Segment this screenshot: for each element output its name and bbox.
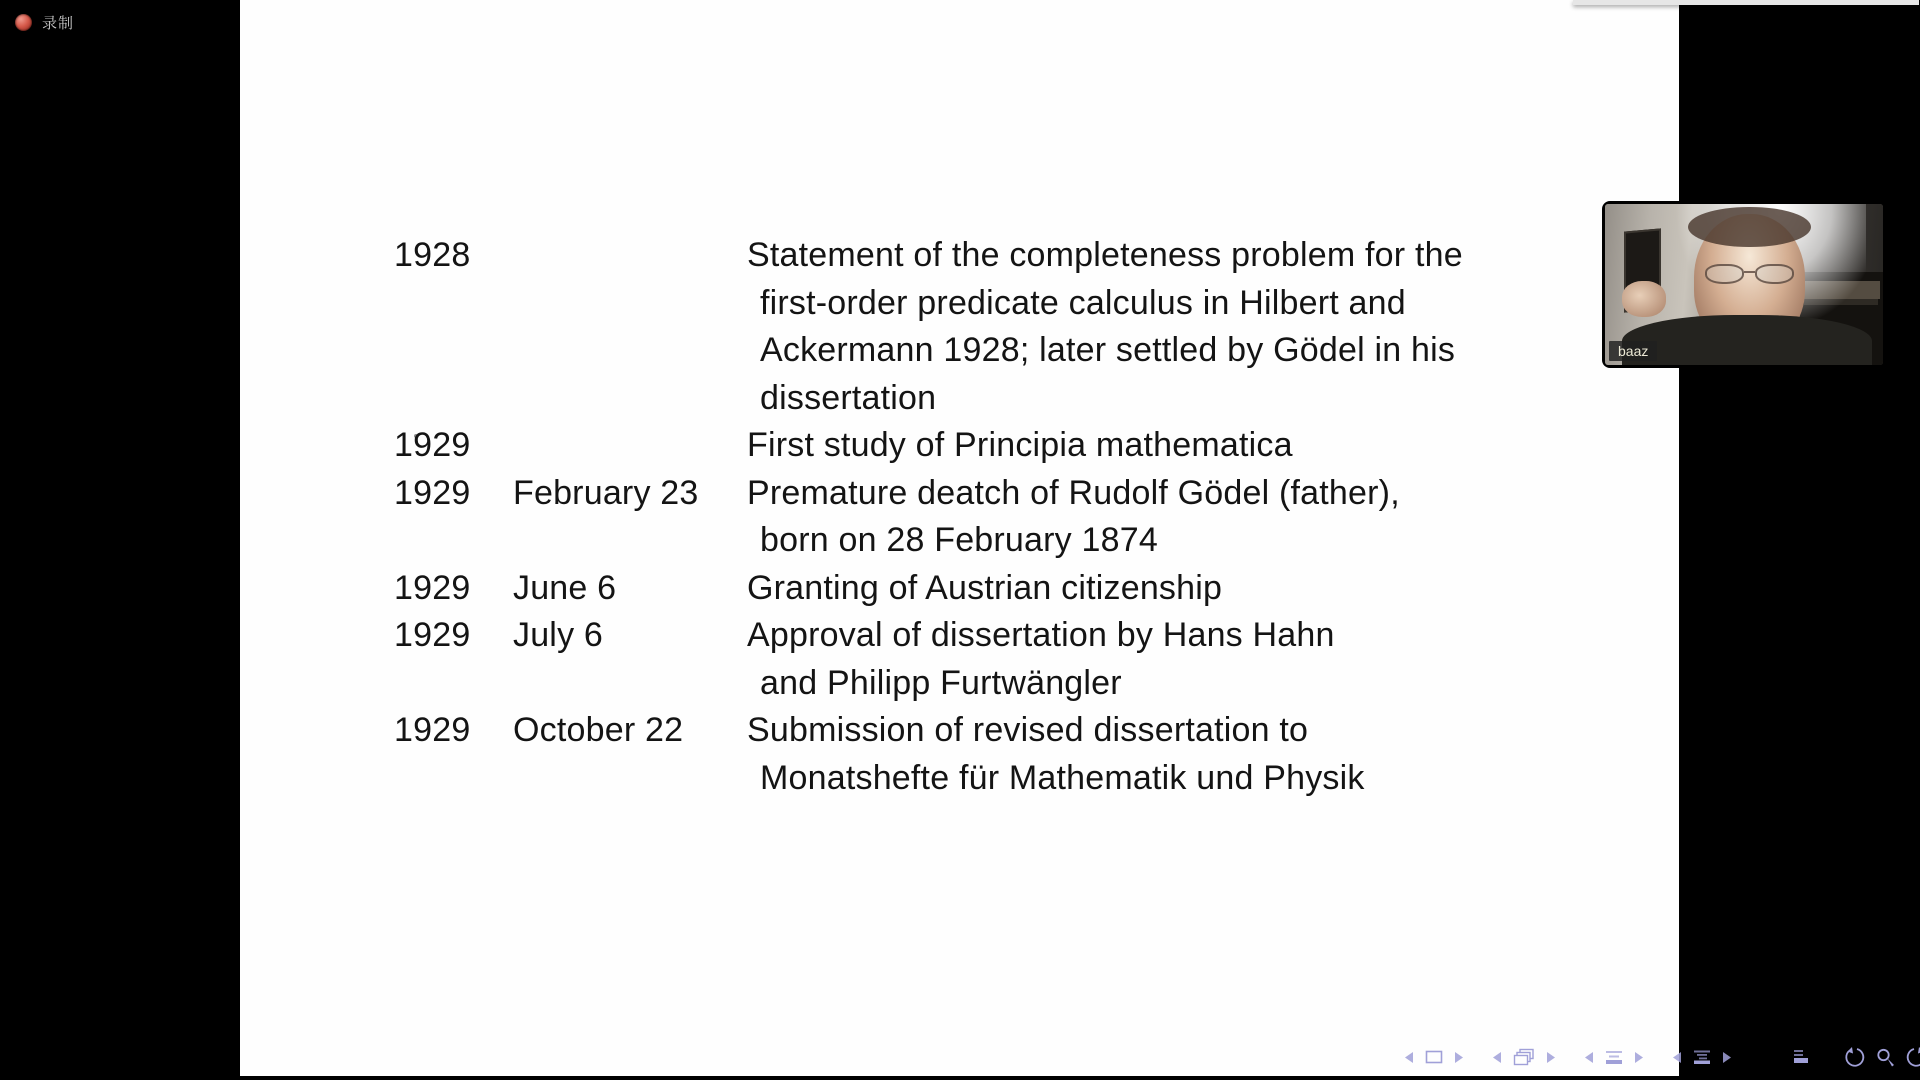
next-slide-arrow-icon[interactable]	[1546, 1051, 1557, 1064]
description-line: dissertation	[760, 378, 937, 417]
next-section-arrow-icon[interactable]	[1634, 1051, 1645, 1064]
date-cell	[513, 422, 747, 470]
slides-stack-icon[interactable]	[1513, 1048, 1535, 1066]
slide-nav-group	[1491, 1048, 1557, 1066]
section-list-icon[interactable]	[1605, 1050, 1623, 1065]
background-window-edge	[1573, 0, 1919, 5]
description-line: Approval of dissertation by Hans Hahn	[747, 616, 1335, 654]
frame-box-icon[interactable]	[1425, 1050, 1443, 1064]
undo-arrow-icon[interactable]	[1843, 1046, 1867, 1068]
description-line: Granting of Austrian citizenship	[747, 568, 1223, 607]
search-magnifier-icon[interactable]	[1875, 1047, 1896, 1068]
description-line: Statement of the completeness problem for the	[747, 236, 1463, 274]
date-cell: June 6	[513, 568, 617, 607]
speaker-hand	[1622, 281, 1666, 316]
description-line: Submission of revised dissertation to	[747, 711, 1309, 749]
prev-section-arrow-icon[interactable]	[1583, 1051, 1594, 1064]
redo-arrow-icon[interactable]	[1904, 1046, 1920, 1068]
glasses-lens-left	[1705, 264, 1744, 285]
description-cell	[747, 565, 1463, 613]
next-subsection-arrow-icon[interactable]	[1722, 1051, 1733, 1064]
date-cell: July 6	[513, 616, 604, 654]
recording-label: 录制	[42, 15, 75, 32]
description-cell	[747, 422, 1463, 470]
subsection-nav-group	[1671, 1050, 1733, 1065]
glasses-bridge	[1744, 271, 1755, 273]
section-nav-group	[1583, 1050, 1645, 1065]
year-cell: 1929	[394, 426, 471, 464]
description-line: Monatshefte für Mathematik und Physik	[760, 758, 1365, 797]
timeline-row	[394, 232, 1463, 422]
description-cell	[747, 470, 1463, 565]
timeline-row	[394, 565, 1463, 613]
record-icon	[15, 14, 32, 31]
webcam-video	[1605, 204, 1883, 365]
subsection-list-icon[interactable]	[1693, 1050, 1711, 1065]
glasses-lens-right	[1755, 264, 1794, 285]
timeline-row	[394, 612, 1463, 707]
prev-slide-arrow-icon[interactable]	[1491, 1051, 1502, 1064]
timeline-row	[394, 470, 1463, 565]
date-cell: February 23	[513, 473, 699, 512]
description-line: first-order predicate calculus in Hilbert and	[760, 283, 1406, 322]
description-line: First study of Principia mathematica	[747, 426, 1293, 464]
description-cell	[747, 232, 1463, 422]
date-cell	[513, 232, 747, 422]
description-cell	[747, 612, 1463, 707]
timeline-row	[394, 707, 1463, 802]
beamer-navigation-bar	[1403, 1044, 1920, 1070]
year-cell: 1929	[394, 568, 471, 607]
description-line: Premature deatch of Rudolf Gödel (father),	[747, 473, 1400, 512]
participant-name-label: baaz	[1609, 341, 1657, 361]
year-cell: 1929	[394, 473, 471, 512]
speaker-shoulders	[1622, 315, 1872, 365]
appendix-list-icon[interactable]	[1793, 1049, 1809, 1065]
prev-subsection-arrow-icon[interactable]	[1671, 1051, 1682, 1064]
webcam-tile[interactable]	[1602, 201, 1886, 368]
description-cell	[747, 707, 1463, 802]
presentation-slide	[240, 0, 1679, 1076]
year-cell: 1928	[394, 236, 471, 274]
speaker-glasses	[1705, 264, 1794, 285]
recording-indicator	[15, 12, 74, 33]
description-line: and Philipp Furtwängler	[760, 663, 1122, 702]
date-cell: October 22	[513, 711, 684, 749]
prev-frame-arrow-icon[interactable]	[1403, 1051, 1414, 1064]
timeline-table	[394, 232, 1463, 802]
year-cell: 1929	[394, 616, 471, 654]
timeline-row	[394, 422, 1463, 470]
next-frame-arrow-icon[interactable]	[1454, 1051, 1465, 1064]
description-line: born on 28 February 1874	[760, 521, 1158, 559]
year-cell: 1929	[394, 711, 471, 749]
description-line: Ackermann 1928; later settled by Gödel in his	[760, 331, 1456, 369]
frame-nav-group	[1403, 1050, 1465, 1064]
